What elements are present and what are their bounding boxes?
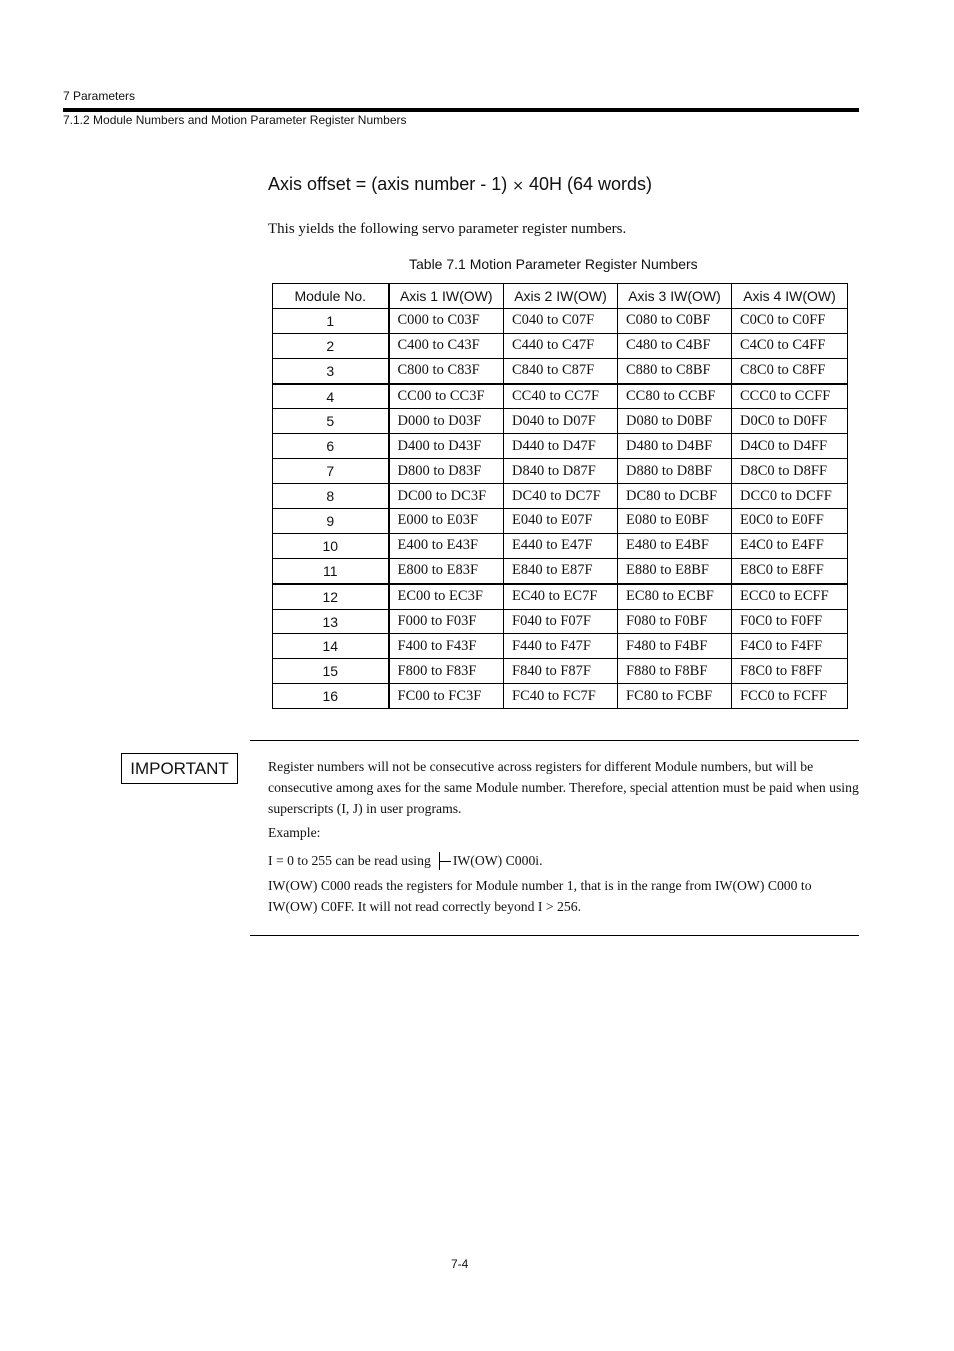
register-range-cell: C0C0 to C0FF [732,308,848,333]
col-header-axis1: Axis 1 IW(OW) [389,284,504,309]
register-range-cell: C480 to C4BF [618,333,732,358]
register-range-cell: C8C0 to C8FF [732,358,848,383]
module-number-cell: 14 [273,634,389,659]
table-row [273,384,848,409]
times-symbol: × [512,178,524,194]
table-row [273,533,848,558]
ladder-contact-icon [439,852,451,870]
register-range-cell: D4C0 to D4FF [732,434,848,459]
register-range-cell: FC00 to FC3F [389,684,504,709]
important-paragraph-1: Register numbers will not be consecutive across registers for different Module numbers, but will be consecutive among axes for the same Module number. Therefore, special attention must be paid when using superscripts (I, J) in user programs. [268,759,859,816]
table-row [273,558,848,583]
register-range-cell: E840 to E87F [504,558,618,583]
register-range-cell: EC00 to EC3F [389,584,504,609]
module-number-cell: 12 [273,584,389,609]
register-range-cell: DC00 to DC3F [389,484,504,509]
module-number-cell: 4 [273,384,389,409]
important-bottom-rule [250,935,859,936]
register-range-cell: F0C0 to F0FF [732,609,848,634]
register-range-cell: F8C0 to F8FF [732,659,848,684]
register-range-cell: C040 to C07F [504,308,618,333]
register-range-cell: C880 to C8BF [618,358,732,383]
register-range-cell: F840 to F87F [504,659,618,684]
register-range-cell: CC40 to CC7F [504,384,618,409]
register-range-cell: D040 to D07F [504,409,618,434]
table-row [273,333,848,358]
module-number-cell: 10 [273,533,389,558]
register-range-cell: D480 to D4BF [618,434,732,459]
register-range-cell: C400 to C43F [389,333,504,358]
formula-left: Axis offset = (axis number - 1) [268,174,513,194]
important-paragraph-2: IW(OW) C000 reads the registers for Module number 1, that is in the range from IW(OW) C000 to IW(OW) C0FF. It will not read correctly beyond I > 256. [268,878,812,914]
important-top-rule [250,740,859,741]
table-row [273,484,848,509]
register-range-cell: D080 to D0BF [618,409,732,434]
register-range-cell: D400 to D43F [389,434,504,459]
module-number-cell: 6 [273,434,389,459]
table-row [273,609,848,634]
module-number-cell: 9 [273,509,389,534]
register-range-cell: E080 to E0BF [618,509,732,534]
important-label: IMPORTANT [121,753,238,784]
table-row [273,308,848,333]
module-number-cell: 2 [273,333,389,358]
register-range-cell: F880 to F8BF [618,659,732,684]
register-range-cell: C000 to C03F [389,308,504,333]
important-body [268,756,860,920]
module-number-cell: 11 [273,558,389,583]
page-number: 7-4 [451,1257,469,1271]
register-range-cell: F480 to F4BF [618,634,732,659]
col-header-axis3: Axis 3 IW(OW) [618,284,732,309]
table-row [273,659,848,684]
register-range-cell: E480 to E4BF [618,533,732,558]
example-prefix: I = 0 to 255 can be read using [268,853,431,868]
col-header-axis4: Axis 4 IW(OW) [732,284,848,309]
register-range-cell: F400 to F43F [389,634,504,659]
table-header-row [273,284,848,309]
register-range-cell: D0C0 to D0FF [732,409,848,434]
table-row [273,684,848,709]
register-range-cell: F040 to F07F [504,609,618,634]
table-row [273,358,848,383]
register-range-cell: E000 to E03F [389,509,504,534]
table-row [273,509,848,534]
register-range-cell: FC40 to FC7F [504,684,618,709]
register-range-cell: E800 to E83F [389,558,504,583]
register-range-cell: E0C0 to E0FF [732,509,848,534]
axis-offset-formula [268,174,652,195]
register-range-cell: F080 to F0BF [618,609,732,634]
register-range-cell: F4C0 to F4FF [732,634,848,659]
module-number-cell: 13 [273,609,389,634]
example-label: Example: [268,825,321,840]
section-header: 7.1.2 Module Numbers and Motion Parameter Register Numbers [63,113,407,127]
register-range-cell: EC80 to ECBF [618,584,732,609]
module-number-cell: 5 [273,409,389,434]
register-range-cell: CC00 to CC3F [389,384,504,409]
register-range-cell: E440 to E47F [504,533,618,558]
register-range-cell: ECC0 to ECFF [732,584,848,609]
table-row [273,409,848,434]
table-body [273,308,848,708]
register-range-cell: CCC0 to CCFF [732,384,848,409]
register-range-cell: D840 to D87F [504,459,618,484]
col-header-axis2: Axis 2 IW(OW) [504,284,618,309]
module-number-cell: 1 [273,308,389,333]
register-range-cell: D440 to D47F [504,434,618,459]
register-range-cell: E880 to E8BF [618,558,732,583]
table-caption: Table 7.1 Motion Parameter Register Numbers [409,256,698,272]
table-row [273,459,848,484]
example-suffix: IW(OW) C000i. [452,853,543,868]
register-table [272,283,848,709]
register-range-cell: DC40 to DC7F [504,484,618,509]
register-range-cell: EC40 to EC7F [504,584,618,609]
register-range-cell: CC80 to CCBF [618,384,732,409]
register-range-cell: D8C0 to D8FF [732,459,848,484]
col-header-module: Module No. [273,284,389,309]
register-range-cell: E400 to E43F [389,533,504,558]
register-range-cell: E040 to E07F [504,509,618,534]
register-range-cell: DC80 to DCBF [618,484,732,509]
register-range-cell: D000 to D03F [389,409,504,434]
register-range-cell: C440 to C47F [504,333,618,358]
register-range-cell: D880 to D8BF [618,459,732,484]
register-range-cell: DCC0 to DCFF [732,484,848,509]
module-number-cell: 3 [273,358,389,383]
register-range-cell: F800 to F83F [389,659,504,684]
intro-text: This yields the following servo parameter register numbers. [268,221,627,237]
module-number-cell: 15 [273,659,389,684]
header-rule [63,108,859,112]
register-range-cell: F000 to F03F [389,609,504,634]
example-line [268,850,860,871]
register-range-cell: E8C0 to E8FF [732,558,848,583]
register-range-cell: FCC0 to FCFF [732,684,848,709]
register-range-cell: E4C0 to E4FF [732,533,848,558]
register-range-cell: F440 to F47F [504,634,618,659]
register-range-cell: C080 to C0BF [618,308,732,333]
register-range-cell: D800 to D83F [389,459,504,484]
register-range-cell: C4C0 to C4FF [732,333,848,358]
register-range-cell: C800 to C83F [389,358,504,383]
module-number-cell: 8 [273,484,389,509]
table-row [273,634,848,659]
register-range-cell: FC80 to FCBF [618,684,732,709]
register-range-cell: C840 to C87F [504,358,618,383]
table-row [273,434,848,459]
module-number-cell: 16 [273,684,389,709]
module-number-cell: 7 [273,459,389,484]
table-row [273,584,848,609]
formula-right: 40H (64 words) [524,174,653,194]
chapter-header: 7 Parameters [63,89,136,103]
